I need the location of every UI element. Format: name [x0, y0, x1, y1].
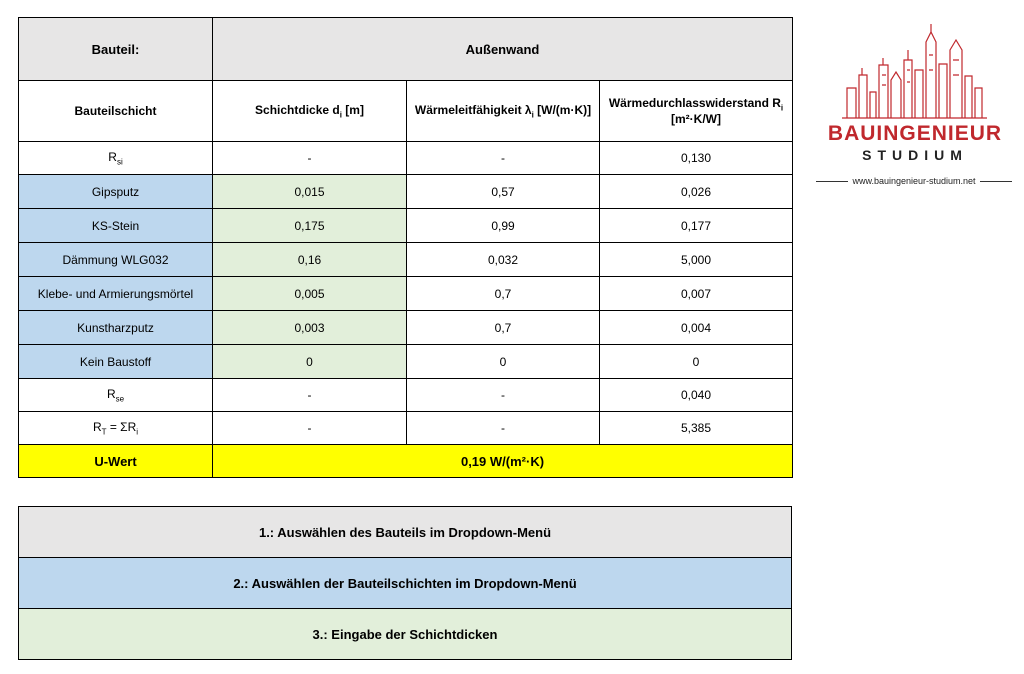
table-row: [19, 345, 793, 379]
layer-thickness-input[interactable]: 0,005: [213, 277, 407, 311]
table-row: [19, 311, 793, 345]
table-row: [19, 209, 793, 243]
layer-thickness-input[interactable]: 0: [213, 345, 407, 379]
layer-select[interactable]: Klebe- und Armierungsmörtel: [19, 277, 213, 311]
layer-select[interactable]: Dämmung WLG032: [19, 243, 213, 277]
layer-r: 5,000: [600, 243, 793, 277]
divider-left: [816, 181, 848, 182]
u-value-label: U-Wert: [19, 445, 213, 478]
layer-r: 0,026: [600, 175, 793, 209]
layer-thickness-input[interactable]: 0,16: [213, 243, 407, 277]
u-value-calculator-table: [18, 17, 793, 478]
rse-d: -: [213, 379, 407, 412]
logo-title: BAUINGENIEUR: [827, 122, 1003, 145]
step-2-instruction: 2.: Auswählen der Bauteilschichten im Dropdown-Menü: [19, 558, 792, 609]
layer-lambda: 0,99: [407, 209, 600, 243]
rt-r: 5,385: [600, 412, 793, 445]
bauteil-label: Bauteil:: [19, 18, 213, 81]
layer-thickness-input[interactable]: 0,003: [213, 311, 407, 345]
bauteil-select[interactable]: Außenwand: [213, 18, 793, 81]
layer-thickness-input[interactable]: 0,175: [213, 209, 407, 243]
logo-url-text: www.bauingenieur-studium.net: [852, 176, 976, 186]
layer-lambda: 0,7: [407, 277, 600, 311]
layer-select[interactable]: Kunstharzputz: [19, 311, 213, 345]
logo-subtitle: STUDIUM: [862, 147, 968, 163]
rsi-d: -: [213, 142, 407, 175]
step-1-instruction: 1.: Auswählen des Bauteils im Dropdown-Menü: [19, 507, 792, 558]
rt-label: $R_T = \Sigma R_i$: [19, 412, 213, 445]
rsi-r: 0,130: [600, 142, 793, 175]
u-value-result: [213, 445, 793, 478]
step-3-instruction: 3.: Eingabe der Schichtdicken: [19, 609, 792, 660]
layer-lambda: 0: [407, 345, 600, 379]
rt-row: [19, 412, 793, 445]
u-value-number: 0,19: [460, 453, 487, 469]
logo-url: [816, 176, 1012, 186]
header-lambda: Wärmeleitfähigkeit $\lambda_i$ [W/(m·K)]: [407, 81, 600, 142]
header-schicht: Bauteilschicht: [19, 81, 213, 142]
rsi-lambda: -: [407, 142, 600, 175]
rse-label: $R_{se}$: [19, 379, 213, 412]
header-dicke: Schichtdicke $d_i$ [m]: [213, 81, 407, 142]
table-row: [19, 277, 793, 311]
rt-lambda: -: [407, 412, 600, 445]
instructions-legend: [18, 506, 792, 660]
table-row: [19, 243, 793, 277]
layer-thickness-input[interactable]: 0,015: [213, 175, 407, 209]
layer-r: 0,177: [600, 209, 793, 243]
layer-select[interactable]: Gipsputz: [19, 175, 213, 209]
layer-lambda: 0,57: [407, 175, 600, 209]
layer-lambda: 0,7: [407, 311, 600, 345]
rse-row: [19, 379, 793, 412]
layer-select[interactable]: KS-Stein: [19, 209, 213, 243]
layer-lambda: 0,032: [407, 243, 600, 277]
skyline-logo-icon: [812, 20, 1012, 120]
rse-r: 0,040: [600, 379, 793, 412]
layer-r: 0: [600, 345, 793, 379]
rt-d: -: [213, 412, 407, 445]
layer-r: 0,007: [600, 277, 793, 311]
table-row: [19, 175, 793, 209]
u-value-unit: W/(m²·K): [489, 453, 545, 469]
layer-r: 0,004: [600, 311, 793, 345]
layer-select[interactable]: Kein Baustoff: [19, 345, 213, 379]
divider-right: [980, 181, 1012, 182]
header-r: Wärmedurchlasswiderstand $R_i$ [m²·K/W]: [600, 81, 793, 142]
rsi-label: $R_{si}$: [19, 142, 213, 175]
rsi-row: [19, 142, 793, 175]
rse-lambda: -: [407, 379, 600, 412]
